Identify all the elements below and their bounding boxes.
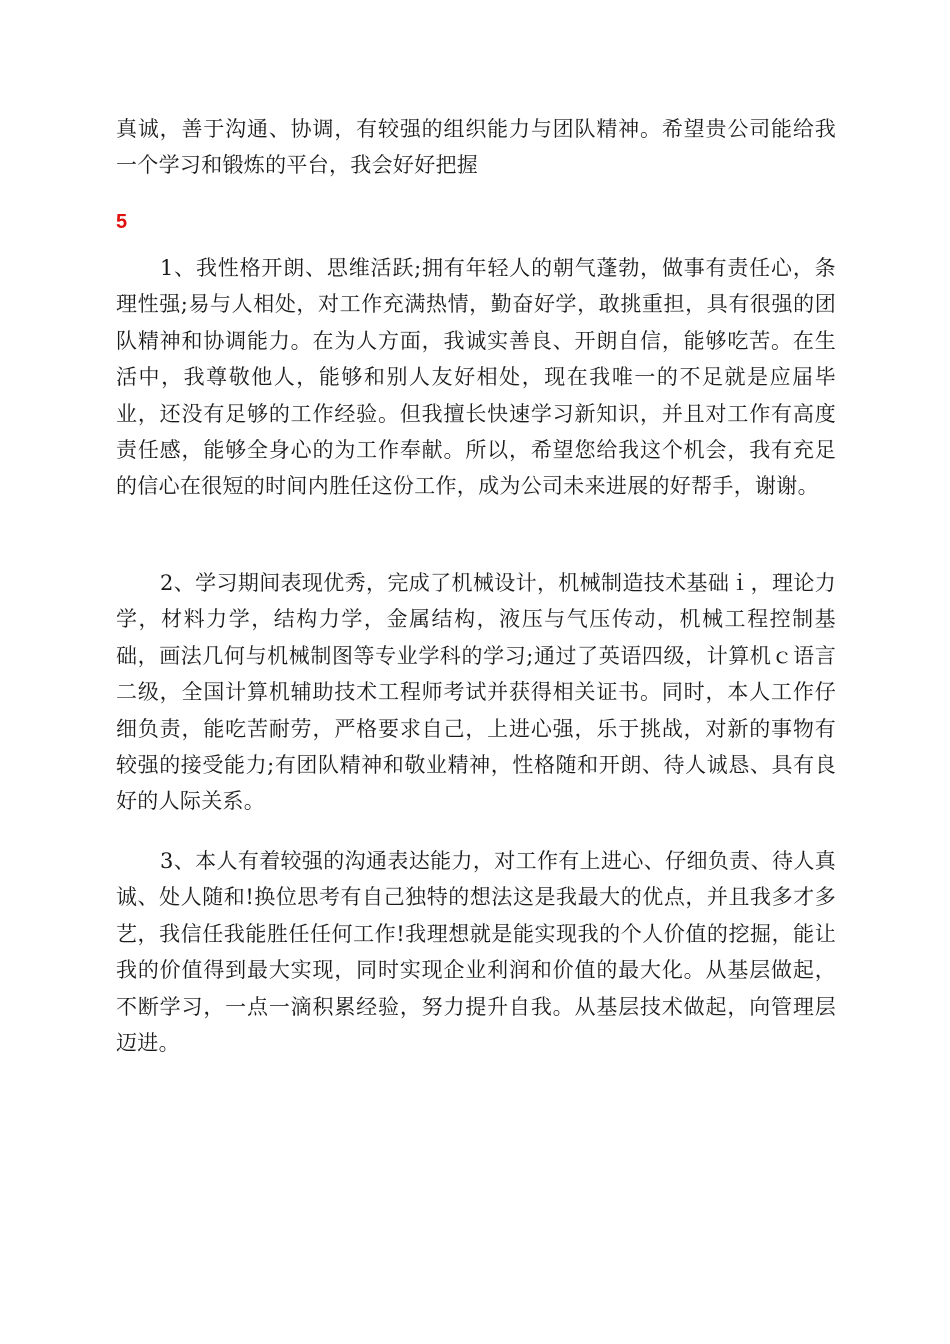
list-item-3: 3、本人有着较强的沟通表达能力，对工作有上进心、仔细负责、待人真诚、处人随和!换位思考有自己独特的想法这是我最大的优点，并且我多才多艺，我信任我能胜任任何工作!我理想就是能实现我的个人价值的挖掘，能让我的价值得到最大实现，同时实现企业利润和价值的最大化。从基层做起，不断学习，一点一滴积累经验，努力提升自我。从基层技术做起，向管理层迈进。	[116, 849, 836, 1056]
list-item-1: 1、我性格开朗、思维活跃;拥有年轻人的朝气蓬勃，做事有责任心，条理性强;易与人相处，对工作充满热情，勤奋好学，敢挑重担，具有很强的团队精神和协调能力。在为人方面，我诚实善良、开朗自信，能够吃苦。在生活中，我尊敬他人，能够和别人友好相处，现在我唯一的不足就是应届毕业，还没有足够的工作经验。但我擅长快速学习新知识，并且对工作有高度责任感，能够全身心的为工作奉献。所以，希望您给我这个机会，我有充足的信心在很短的时间内胜任这份工作，成为公司未来进展的好帮手，谢谢。	[116, 256, 836, 499]
section-number: 5	[116, 211, 128, 233]
lead-paragraph: 真诚，善于沟通、协调，有较强的组织能力与团队精神。希望贵公司能给我一个学习和锻炼的平台，我会好好把握	[116, 117, 836, 178]
list-item-2: 2、学习期间表现优秀，完成了机械设计，机械制造技术基础ｉ，理论力学，材料力学，结构力学，金属结构，液压与气压传动，机械工程控制基础，画法几何与机械制图等专业学科的学习;通过了英语四级，计算机ｃ语言二级，全国计算机辅助技术工程师考试并获得相关证书。同时，本人工作仔细负责，能吃苦耐劳，严格要求自己，上进心强，乐于挑战，对新的事物有较强的接受能力;有团队精神和敬业精神，性格随和开朗、待人诚恳、具有良好的人际关系。	[116, 571, 836, 814]
document-page	[116, 0, 836, 1344]
